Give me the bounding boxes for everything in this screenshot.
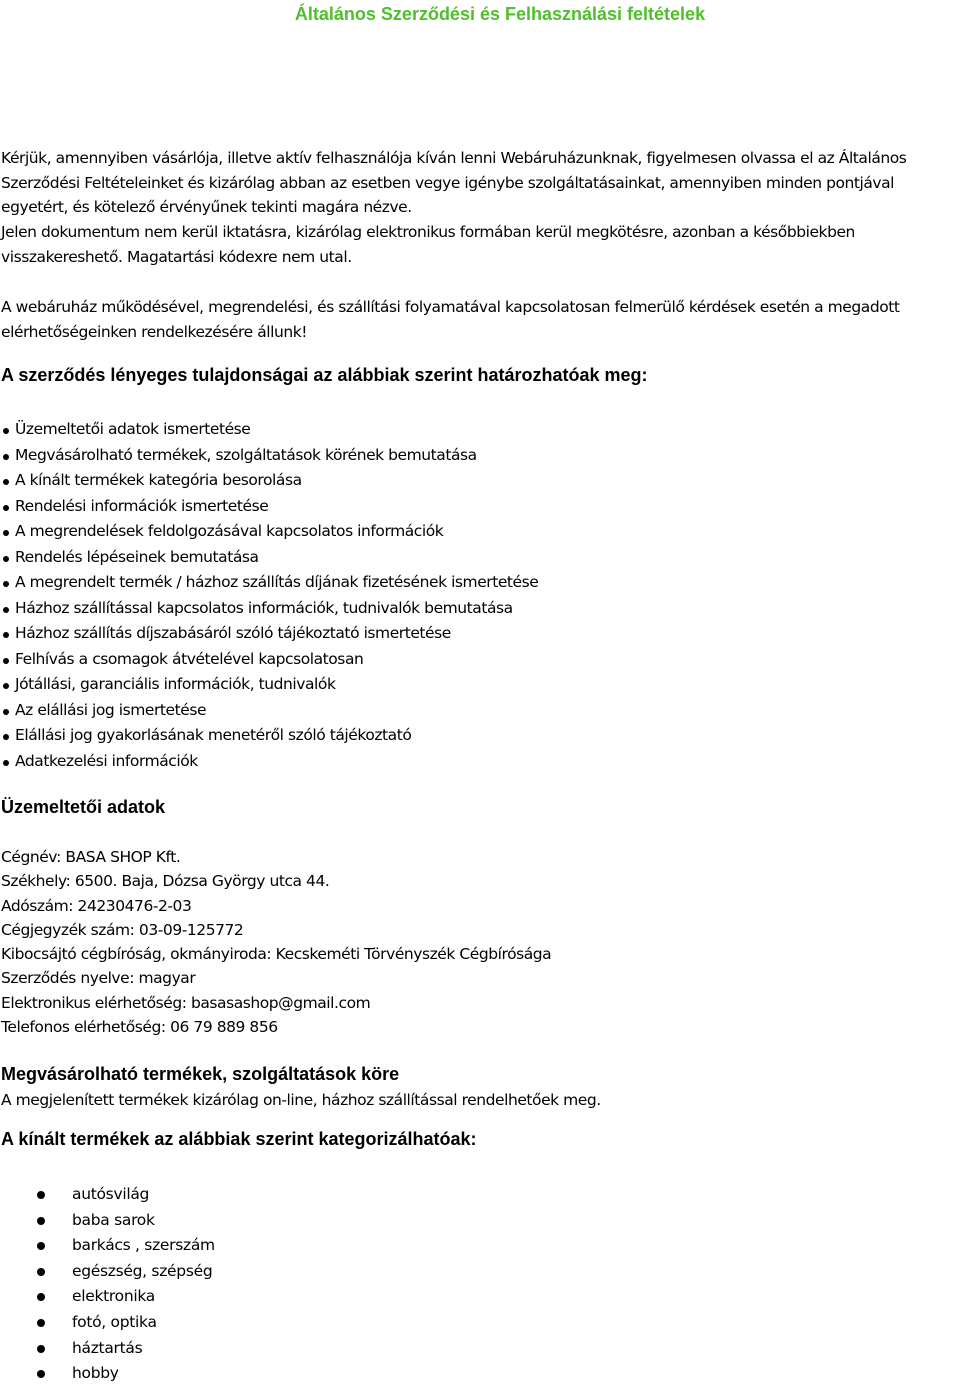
list-item-label: Adatkezelési információk [15, 751, 198, 770]
bullet-icon [3, 581, 9, 587]
list-item [0, 443, 538, 469]
bullet-icon [3, 607, 9, 613]
list-item [0, 698, 538, 724]
bullet-icon [3, 760, 9, 766]
products-text-block [1, 1088, 601, 1112]
bullet-icon [3, 709, 9, 715]
list-item [0, 1336, 215, 1362]
bullet-icon [3, 683, 9, 689]
list-item-label: Házhoz szállítás díjszabásáról szóló tájékoztató ismertetése [15, 624, 451, 642]
properties-list [0, 417, 538, 774]
category-label: autósvilág [72, 1185, 150, 1203]
categories-heading: A kínált termékek az alábbiak szerint kategorizálhatóak: [1, 1129, 477, 1149]
list-item [0, 1208, 215, 1234]
contact-paragraph: A webáruház működésével, megrendelési, és szállítási folyamatával kapcsolatosan felmerülő kérdések esetén a megadott elérhetőségeinken rendelkezésére állunk! [1, 298, 900, 341]
list-item-label: Üzemeltetői adatok ismertetése [15, 420, 251, 438]
email-contact: Elektronikus elérhetőség: basasashop@gmail.com [1, 993, 371, 1012]
list-item-label: A megrendelt termék / házhoz szállítás díjának fizetésének ismertetése [15, 573, 539, 591]
categories-list [0, 1182, 215, 1387]
list-item-label: Elállási jog gyakorlásának menetéről szóló tájékoztató [15, 726, 412, 744]
category-label: fotó, optika [72, 1312, 157, 1331]
bullet-icon [37, 1191, 45, 1199]
list-item [0, 596, 538, 622]
list-item [0, 1259, 215, 1285]
bullet-icon [3, 479, 9, 485]
list-item [0, 749, 538, 775]
category-label: hobby [72, 1364, 119, 1383]
bullet-icon [3, 556, 9, 562]
list-item [0, 494, 538, 520]
bullet-icon [3, 454, 9, 460]
list-item [0, 1310, 215, 1336]
list-item [0, 545, 538, 571]
list-item [0, 417, 538, 443]
bullet-icon [37, 1345, 45, 1353]
tax-number: Adószám: 24230476-2-03 [1, 896, 192, 915]
phone-contact: Telefonos elérhetőség: 06 79 889 856 [1, 1018, 278, 1037]
list-item [0, 1284, 215, 1310]
list-item-label: A megrendelések feldolgozásával kapcsolatos információk [15, 522, 444, 540]
list-item [0, 1233, 215, 1259]
bullet-icon [3, 734, 9, 740]
list-item [0, 621, 538, 647]
bullet-icon [37, 1217, 45, 1225]
bullet-icon [3, 632, 9, 638]
intro-paragraph: Kérjük, amennyiben vásárlója, illetve aktív felhasználója kíván lenni Webáruházunknak, figyelmesen olvassa el az Általános Szerződési Feltételeinket és kizárólag abban az esetben vegye igénybe szolgáltatásainkat, amennyiben minden pontjával egyetért, és kötelező érvényűnek tekinti magára nézve. [1, 149, 907, 217]
company-name: Cégnév: BASA SHOP Kft. [1, 848, 181, 866]
document-title: Általános Szerződési és Felhasználási feltételek [294, 4, 706, 24]
bullet-icon [37, 1242, 45, 1250]
category-label: egészség, szépség [72, 1261, 213, 1280]
bullet-icon [3, 428, 9, 434]
bullet-icon [3, 530, 9, 536]
operator-heading: Üzemeltetői adatok [1, 797, 166, 817]
bullet-icon [3, 505, 9, 511]
list-item-label: Rendelés lépéseinek bemutatása [15, 547, 259, 566]
registration-number: Cégjegyzék szám: 03-09-125772 [1, 920, 244, 939]
category-label: háztartás [72, 1338, 143, 1357]
list-item-label: Házhoz szállítással kapcsolatos információk, tudnivalók bemutatása [15, 598, 513, 617]
products-heading: Megvásárolható termékek, szolgáltatások köre [1, 1064, 400, 1084]
list-item-label: Jótállási, garanciális információk, tudnivalók [15, 675, 336, 693]
category-label: baba sarok [72, 1210, 155, 1229]
category-label: elektronika [72, 1287, 155, 1306]
operator-details [1, 845, 551, 1039]
list-item [0, 468, 538, 494]
bullet-icon [37, 1293, 45, 1301]
bullet-icon [37, 1268, 45, 1276]
list-item [0, 1361, 215, 1387]
list-item-label: Felhívás a csomagok átvételével kapcsolatosan [15, 649, 364, 668]
list-item-label: Az elállási jog ismertetése [15, 700, 207, 719]
bullet-icon [37, 1319, 45, 1327]
list-item [0, 570, 538, 596]
list-item [0, 1182, 215, 1208]
bullet-icon [37, 1370, 45, 1378]
archive-paragraph: Jelen dokumentum nem kerül iktatásra, kizárólag elektronikus formában kerül megkötésre, azonban a későbbiekben visszakereshető. Magatartási kódexre nem utal. [1, 223, 855, 266]
properties-heading: A szerződés lényeges tulajdonságai az alábbiak szerint határozhatóak meg: [1, 365, 648, 385]
company-address: Székhely: 6500. Baja, Dózsa György utca 44. [1, 872, 330, 891]
products-text: A megjelenített termékek kizárólag on-line, házhoz szállítással rendelhetőek meg. [1, 1091, 601, 1109]
list-item [0, 672, 538, 698]
list-item [0, 723, 538, 749]
list-item [0, 647, 538, 673]
list-item-label: Rendelési információk ismertetése [15, 496, 269, 515]
list-item-label: Megvásárolható termékek, szolgáltatások körének bemutatása [15, 445, 477, 464]
category-label: barkács , szerszám [72, 1236, 215, 1255]
contract-language: Szerződés nyelve: magyar [1, 969, 196, 988]
bullet-icon [3, 658, 9, 664]
registry-court: Kibocsájtó cégbíróság, okmányiroda: Kecskeméti Törvényszék Cégbírósága [1, 945, 552, 964]
list-item-label: A kínált termékek kategória besorolása [15, 471, 302, 489]
list-item [0, 519, 538, 545]
